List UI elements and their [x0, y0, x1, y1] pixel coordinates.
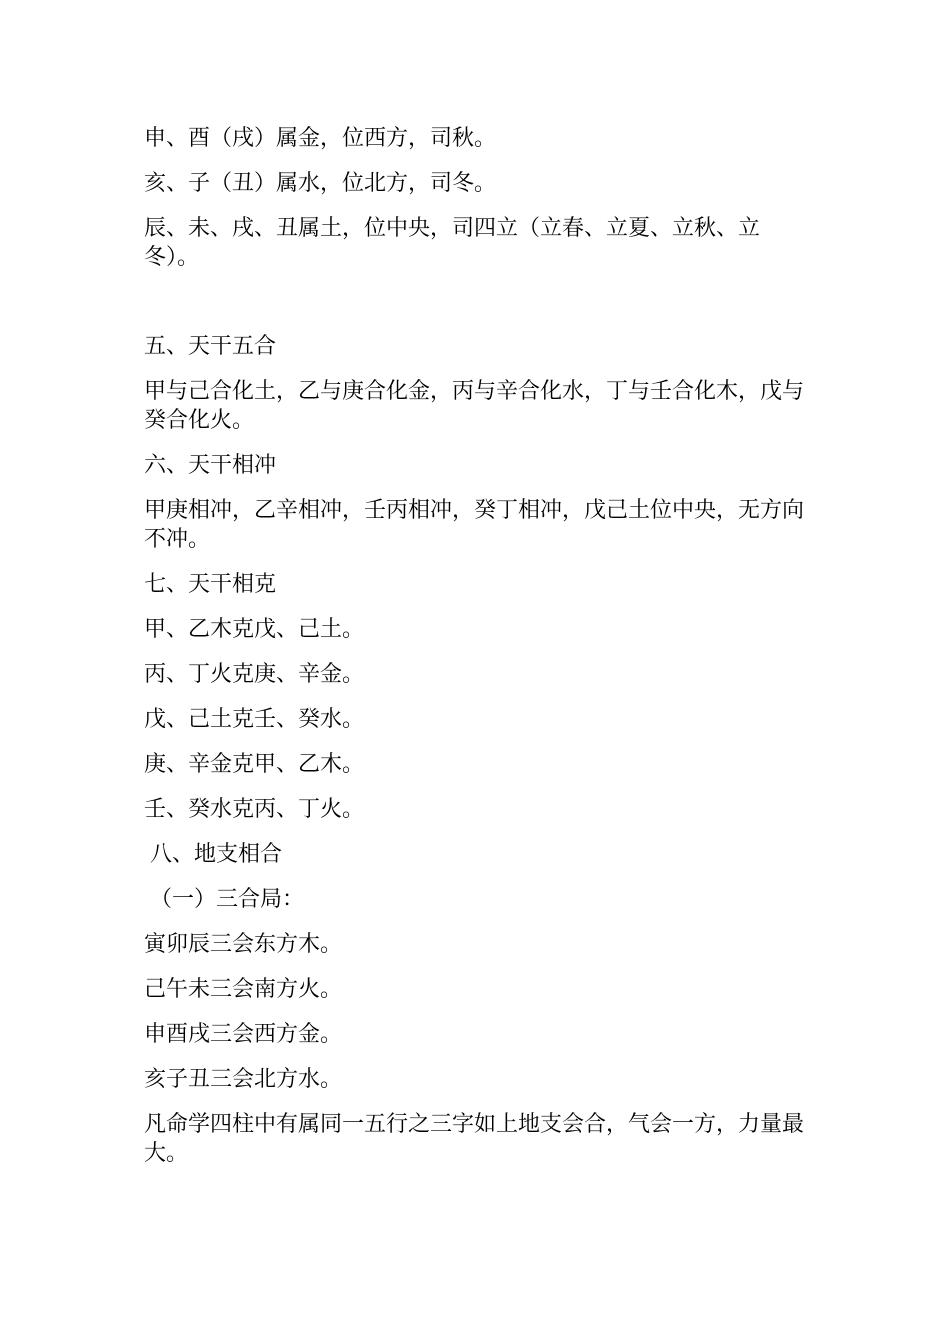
paragraph-summary: 凡命学四柱中有属同一五行之三字如上地支会合，气会一方，力量最大。	[144, 1112, 805, 1166]
paragraph-stem-clash: 甲庚相冲，乙辛相冲，壬丙相冲，癸丁相冲，戊己土位中央，无方向不冲。	[144, 498, 805, 552]
list-item: 丙、丁火克庚、辛金。	[144, 662, 365, 687]
list-item: 壬、癸水克丙、丁火。	[144, 797, 365, 822]
list-item: 寅卯辰三会东方木。	[144, 932, 343, 957]
paragraph-earth: 辰、未、戌、丑属土，位中央，司四立（立春、立夏、立秋、立冬）。	[144, 216, 761, 270]
list-item: 己午未三会南方火。	[144, 977, 343, 1002]
list-item: 亥子丑三会北方水。	[144, 1067, 343, 1092]
section-gap	[144, 288, 804, 332]
paragraph-metal: 申、酉（戌）属金，位西方，司秋。	[144, 126, 497, 151]
paragraph-water: 亥、子（丑）属水，位北方，司冬。	[144, 171, 497, 196]
heading-branch-combinations: 八、地支相合	[150, 842, 283, 867]
list-item: 戊、己土克壬、癸水。	[144, 707, 365, 732]
heading-five-combinations: 五、天干五合	[144, 334, 277, 359]
heading-stem-clash: 六、天干相冲	[144, 453, 277, 478]
document-page	[144, 124, 804, 1184]
paragraph-five-combinations: 甲与己合化土，乙与庚合化金，丙与辛合化水，丁与壬合化木，戊与癸合化火。	[144, 379, 805, 433]
heading-stem-control: 七、天干相克	[144, 572, 277, 597]
list-item: 甲、乙木克戊、己土。	[144, 617, 365, 642]
list-item: 庚、辛金克甲、乙木。	[144, 752, 365, 777]
list-item: 申酉戌三会西方金。	[144, 1022, 343, 1047]
subheading-three-combination: （一）三合局：	[150, 887, 305, 912]
